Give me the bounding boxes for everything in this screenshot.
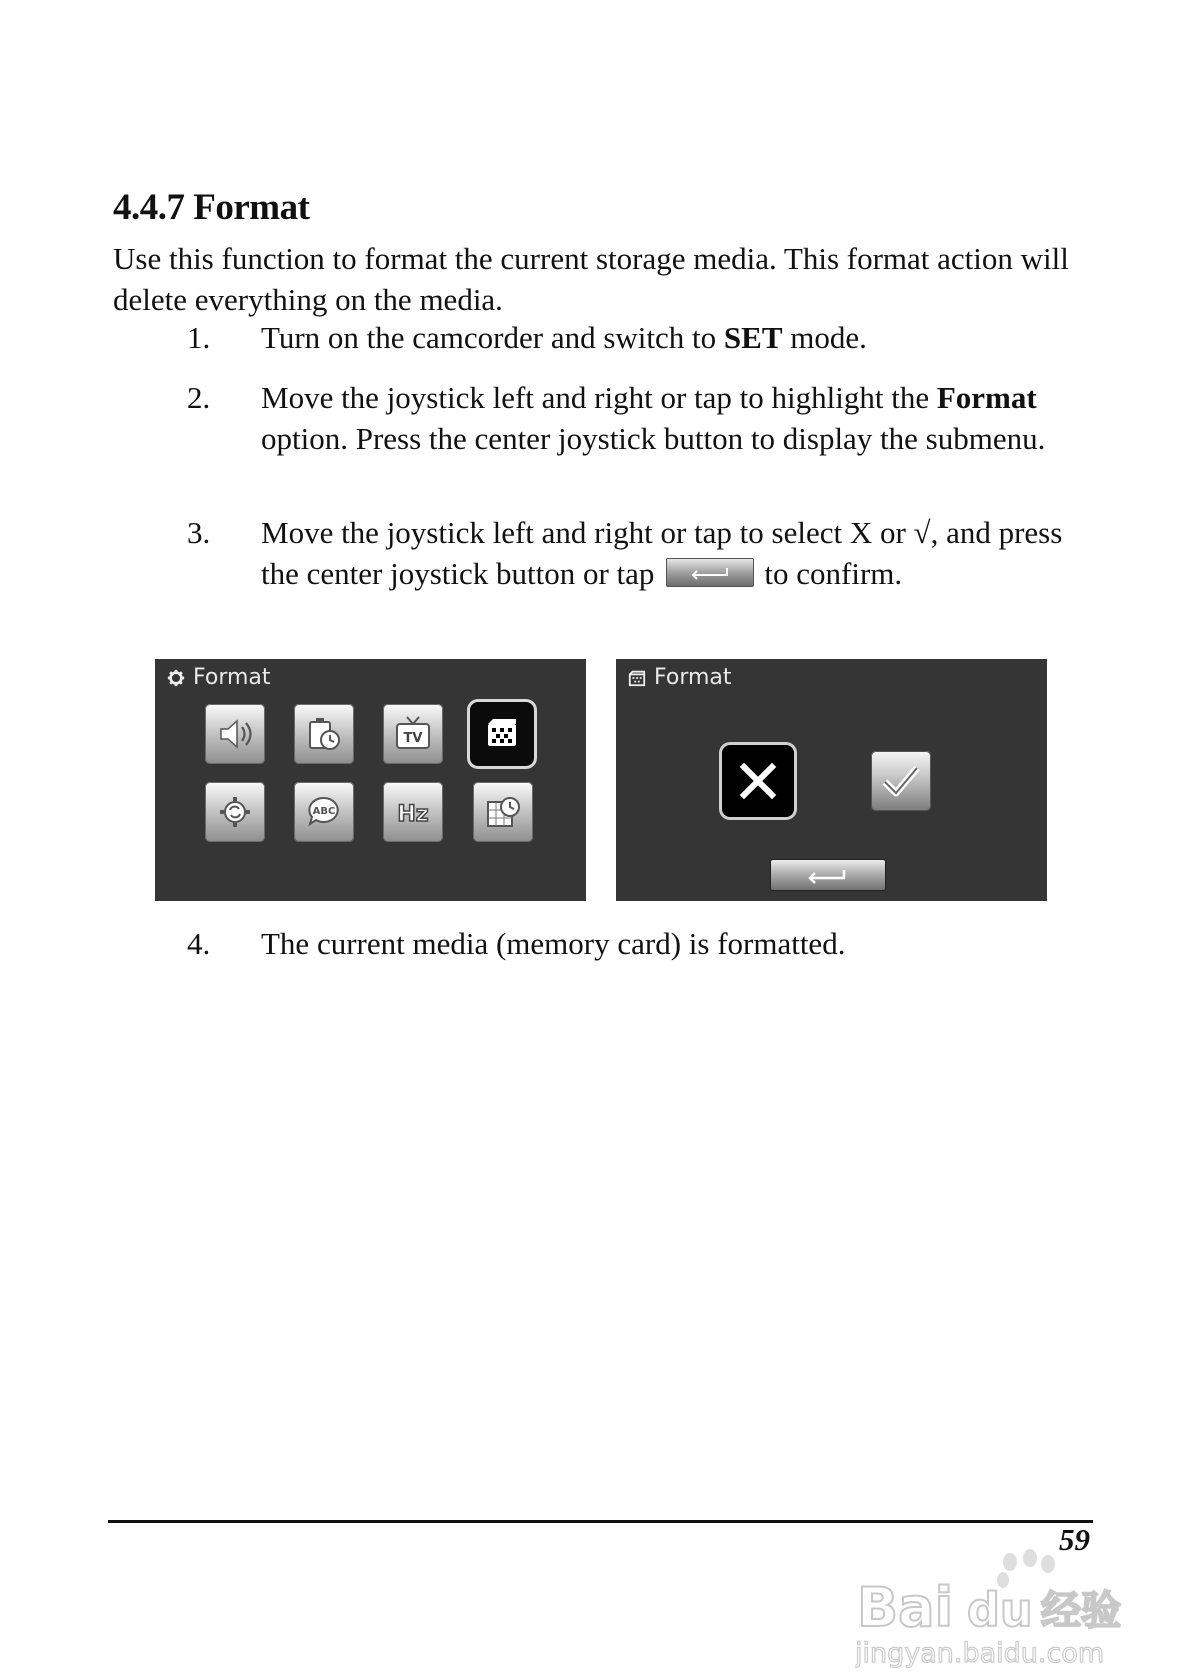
section-heading: 4.4.7 Format	[113, 187, 310, 228]
footer-rule	[108, 1520, 1093, 1523]
tv-out-icon[interactable]	[383, 704, 443, 764]
confirm-ok-button[interactable]	[871, 751, 931, 811]
language-icon[interactable]	[294, 782, 354, 842]
format-small-icon	[628, 669, 646, 687]
enter-button-illustration	[666, 558, 754, 587]
svg-text:Bai: Bai	[857, 1576, 954, 1639]
x-icon	[732, 755, 784, 807]
step-text-part: option. Press the center joystick button to display the submenu.	[261, 421, 1046, 456]
intro-paragraph: Use this function to format the current storage media. This format action will delete everything on the media.	[113, 241, 1069, 317]
check-icon	[875, 755, 927, 807]
step-number: 3.	[187, 515, 211, 550]
baidu-watermark	[855, 1548, 1135, 1668]
step-text: The current media (memory card) is formatted.	[261, 926, 846, 961]
screen-title-text: Format	[654, 665, 732, 690]
enter-button[interactable]	[770, 859, 886, 891]
step-bold-term: Format	[936, 380, 1037, 415]
svg-text:du: du	[967, 1583, 1033, 1637]
step-text-part: Move the joystick left and right or tap to highlight the	[261, 380, 937, 415]
page-number: 59	[1059, 1522, 1090, 1557]
step-text	[261, 377, 1091, 459]
svg-text:TV: TV	[403, 731, 423, 746]
step-text-part: to confirm.	[764, 556, 903, 591]
enter-icon	[798, 864, 858, 886]
screen-title	[167, 665, 271, 690]
screen-title-text: Format	[193, 665, 271, 690]
step-text	[261, 317, 1091, 358]
step-text-part: mode.	[782, 320, 867, 355]
speaker-icon[interactable]	[205, 704, 265, 764]
date-time-icon[interactable]	[473, 782, 533, 842]
screen-title	[628, 665, 732, 690]
step-text-part: Turn on the camcorder and switch to	[261, 320, 724, 355]
svg-text:Hz: Hz	[397, 802, 429, 827]
battery-clock-icon[interactable]	[294, 704, 354, 764]
format-icon[interactable]	[473, 705, 531, 763]
svg-text:ABC: ABC	[312, 806, 336, 817]
step-text	[261, 512, 1091, 594]
menu-screenshot	[155, 659, 586, 901]
confirm-screenshot	[616, 659, 1047, 901]
step-number: 2.	[187, 380, 211, 415]
svg-text:jingyan.baidu.com: jingyan.baidu.com	[855, 1638, 1105, 1668]
reset-icon[interactable]	[205, 782, 265, 842]
step-number: 1.	[187, 320, 211, 355]
gear-icon	[167, 669, 185, 687]
cancel-button[interactable]	[725, 748, 791, 814]
step-number: 4.	[187, 926, 211, 961]
step-bold-term: SET	[723, 320, 783, 355]
frequency-icon[interactable]	[383, 782, 443, 842]
svg-text:经验: 经验	[1041, 1588, 1121, 1634]
step-text-part: Move the joystick left and right or tap to select X or √, and press the center joystick button or tap	[261, 515, 1063, 591]
